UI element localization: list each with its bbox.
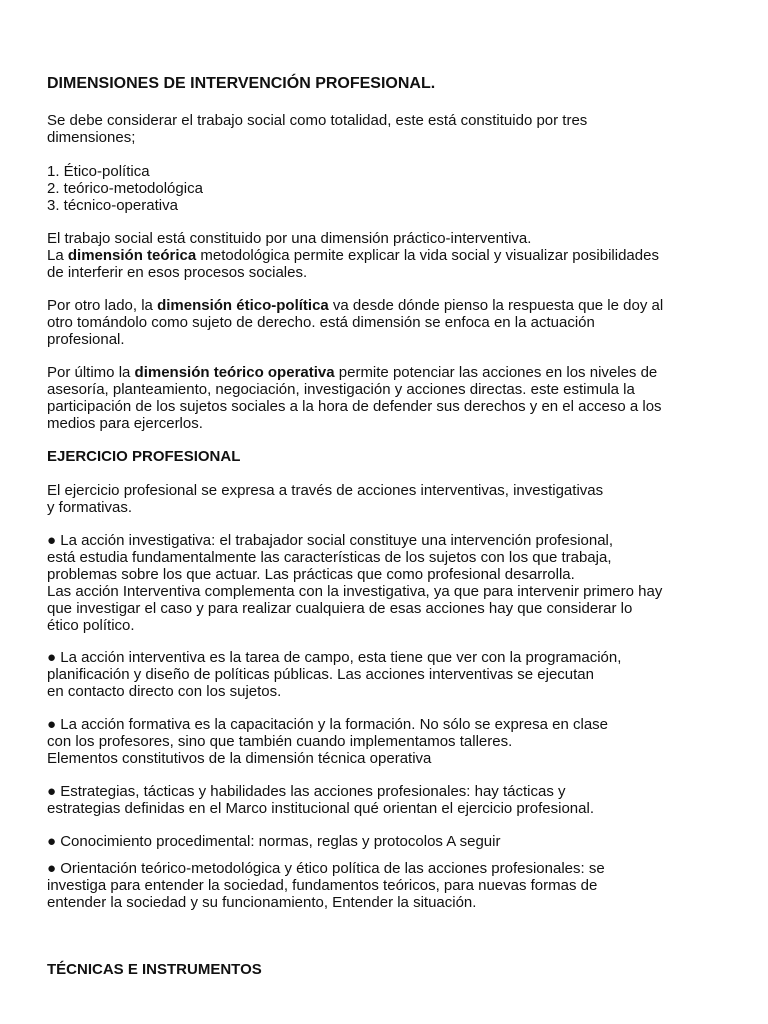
bullet-accion-investigativa — [47, 532, 662, 634]
text-line: Elementos constitutivos de la dimensión técnica operativa — [47, 750, 432, 767]
bold-term: dimensión teórica — [67, 247, 197, 264]
section-heading-ejercicio: EJERCICIO PROFESIONAL — [47, 448, 241, 465]
text-line — [47, 297, 663, 314]
text-line: con los profesores, sino que también cuando implementamos talleres. — [47, 733, 513, 750]
list-item: 3. técnico-operativa — [47, 197, 178, 214]
text-line: ● Estrategias, tácticas y habilidades las acciones profesionales: hay tácticas y — [47, 783, 566, 800]
bullet-accion-formativa — [47, 716, 608, 767]
text-line: investiga para entender la sociedad, fundamentos teóricos, para nuevas formas de — [47, 877, 598, 894]
text-fragment: metodológica permite explicar la vida social y visualizar posibilidades — [196, 247, 659, 264]
text-line: ● La acción investigativa: el trabajador social constituye una intervención profesional, — [47, 532, 614, 549]
text-line: y formativas. — [47, 499, 133, 516]
page-title: DIMENSIONES DE INTERVENCIÓN PROFESIONAL. — [47, 75, 436, 92]
paragraph-dimension-etico-politica — [47, 297, 663, 348]
paragraph-dimension-teorico-operativa — [47, 364, 662, 432]
text-line: problemas sobre los que actuar. Las prácticas que como profesional desarrolla. — [47, 566, 575, 583]
text-fragment: Por otro lado, la — [47, 297, 158, 314]
text-fragment: va desde dónde pienso la respuesta que le doy al — [328, 297, 664, 314]
text-line: estrategias definidas en el Marco institucional qué orientan el ejercicio profesional. — [47, 800, 594, 817]
bold-term: dimensión ético-política — [157, 297, 329, 314]
intro-paragraph — [47, 112, 587, 146]
text-fragment: La — [47, 247, 68, 264]
text-line: Las acción Interventiva complementa con la investigativa, ya que para intervenir primero hay — [47, 583, 663, 600]
bullet-accion-interventiva — [47, 649, 621, 700]
paragraph-dimension-teorica — [47, 230, 659, 281]
text-line: en contacto directo con los sujetos. — [47, 683, 282, 700]
bold-term: dimensión teórico operativa — [134, 364, 335, 381]
text-line: profesional. — [47, 331, 125, 348]
list-item: 2. teórico-metodológica — [47, 180, 203, 197]
text-line — [47, 247, 659, 264]
text-line: ● Orientación teórico-metodológica y ético política de las acciones profesionales: se — [47, 860, 605, 877]
text-line: asesoría, planteamiento, negociación, investigación y acciones directas. este estimula la — [47, 381, 635, 398]
text-line: planificación y diseño de políticas públicas. Las acciones interventivas se ejecutan — [47, 666, 594, 683]
text-line: dimensiones; — [47, 129, 136, 146]
text-line: que investigar el caso y para realizar cualquiera de esas acciones hay que considerar lo — [47, 600, 633, 617]
text-fragment: permite potenciar las acciones en los niveles de — [334, 364, 658, 381]
text-line: Se debe considerar el trabajo social como totalidad, este está constituido por tres — [47, 112, 588, 129]
text-fragment: Por último la — [47, 364, 135, 381]
text-line: El trabajo social está constituido por una dimensión práctico-interventiva. — [47, 230, 532, 247]
text-line: El ejercicio profesional se expresa a través de acciones interventivas, investigativas — [47, 482, 604, 499]
text-line: medios para ejercerlos. — [47, 415, 203, 432]
bullet-conocimiento — [47, 833, 500, 850]
text-line — [47, 364, 662, 381]
section-heading-tecnicas: TÉCNICAS E INSTRUMENTOS — [47, 961, 262, 978]
bullet-orientacion — [47, 860, 605, 911]
list-item: 1. Ético-política — [47, 163, 150, 180]
bullet-estrategias — [47, 783, 594, 817]
text-line: está estudia fundamentalmente las características de los sujetos con los que trabaja, — [47, 549, 612, 566]
text-line: ● Conocimiento procedimental: normas, reglas y protocolos A seguir — [47, 833, 501, 850]
text-line: de interferir en esos procesos sociales. — [47, 264, 308, 281]
ejercicio-intro-paragraph — [47, 482, 603, 516]
text-line: ● La acción formativa es la capacitación y la formación. No sólo se expresa en clase — [47, 716, 609, 733]
text-line: participación de los sujetos sociales a la hora de defender sus derechos y en el acceso a los — [47, 398, 662, 415]
text-line: otro tomándolo como sujeto de derecho. está dimensión se enfoca en la actuación — [47, 314, 595, 331]
text-line: ético político. — [47, 617, 135, 634]
text-line: ● La acción interventiva es la tarea de campo, esta tiene que ver con la programación, — [47, 649, 622, 666]
dimensions-list — [47, 163, 203, 214]
text-line: entender la sociedad y su funcionamiento, Entender la situación. — [47, 894, 477, 911]
